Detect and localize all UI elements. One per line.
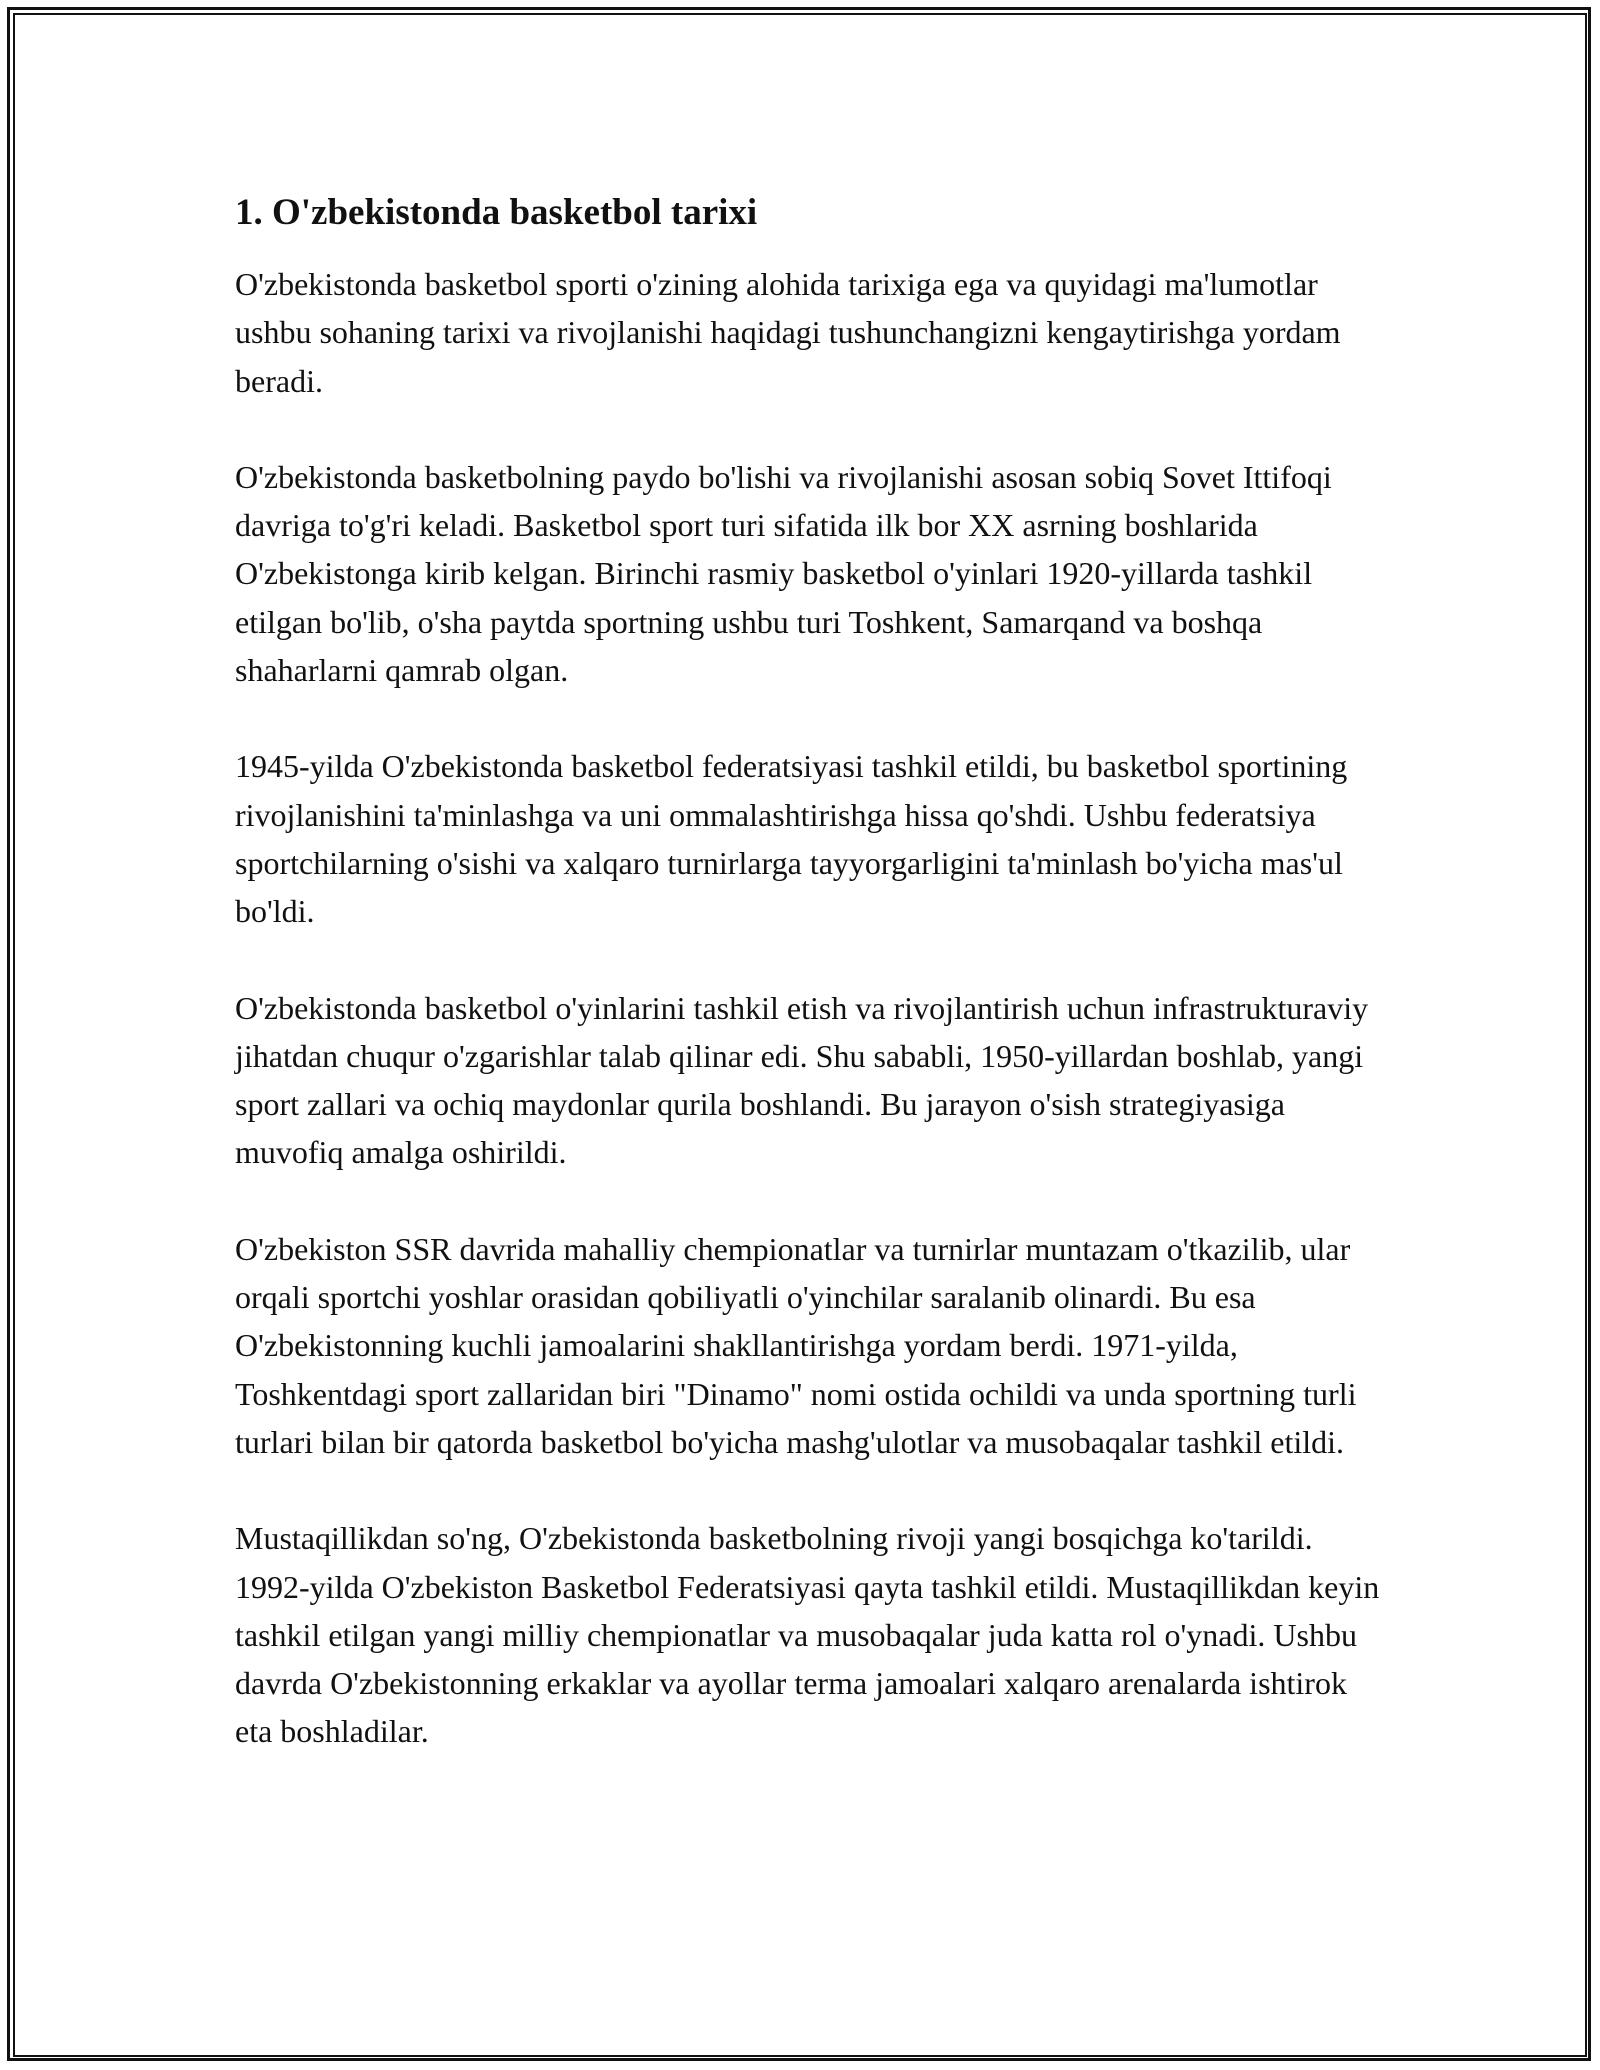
paragraph-independence: Mustaqillikdan so'ng, O'zbekistonda basketbolning rivoji yangi bosqichga ko'tarildi. 1992-yilda O'zbekiston Basketbol Federatsiyasi qayta tashkil etildi. Mustaqillikdan keyin tashkil etilgan yangi milliy chempionatlar va musobaqalar juda katta rol o'ynadi. Ushbu davrda O'zbekistonning erkaklar va ayollar terma jamoalari xalqaro arenalarda ishtirok eta boshladilar. (235, 1520, 1380, 1750)
paragraph-federation: 1945-yilda O'zbekistonda basketbol federatsiyasi tashkil etildi, bu basketbol sportining rivojlanishini ta'minlashga va uni ommalashtirishga hissa qo'shdi. Ushbu federatsiya sportchilarning o'sishi va xalqaro turnirlarga tayyorgarligini ta'minlash bo'yicha mas'ul bo'ldi. (235, 748, 1348, 930)
document-body (235, 188, 1385, 1804)
paragraph-intro: O'zbekistonda basketbol sporti o'zining alohida tarixiga ega va quyidagi ma'lumotlar ushbu sohaning tarixi va rivojlanishi haqidagi tushunchangizni kengaytirishga yordam beradi. (235, 266, 1341, 399)
document-title: 1. O'zbekistonda basketbol tarixi (235, 192, 758, 233)
paragraph-infrastructure: O'zbekistonda basketbol o'yinlarini tashkil etish va rivojlantirish uchun infrastrukturaviy jihatdan chuqur o'zgarishlar talab qilinar edi. Shu sababli, 1950-yillardan boshlab, yangi sport zallari va ochiq maydonlar qurila boshlandi. Bu jarayon o'sish strategiyasiga muvofiq amalga oshirildi. (235, 989, 1369, 1171)
paragraph-ssr-period: O'zbekiston SSR davrida mahalliy chempionatlar va turnirlar muntazam o'tkazilib, ular orqali sportchi yoshlar orasidan qobiliyatli o'yinchilar saralanib olinardi. Bu esa O'zbekistonning kuchli jamoalarini shakllantirishga yordam berdi. 1971-yilda, Toshkentdagi sport zallaridan biri "Dinamo" nomi ostida ochildi va unda sportning turli turlari bilan bir qatorda basketbol bo'yicha mashg'ulotlar va musobaqalar tashkil etildi. (235, 1230, 1357, 1460)
paragraph-origins: O'zbekistonda basketbolning paydo bo'lishi va rivojlanishi asosan sobiq Sovet Ittifoqi davriga to'g'ri keladi. Basketbol sport turi sifatida ilk bor XX asrning boshlarida O'zbekistonga kirib kelgan. Birinchi rasmiy basketbol o'yinlari 1920-yillarda tashkil etilgan bo'lib, o'sha paytda sportning ushbu turi Toshkent, Samarqand va boshqa shaharlarni qamrab olgan. (235, 458, 1332, 689)
